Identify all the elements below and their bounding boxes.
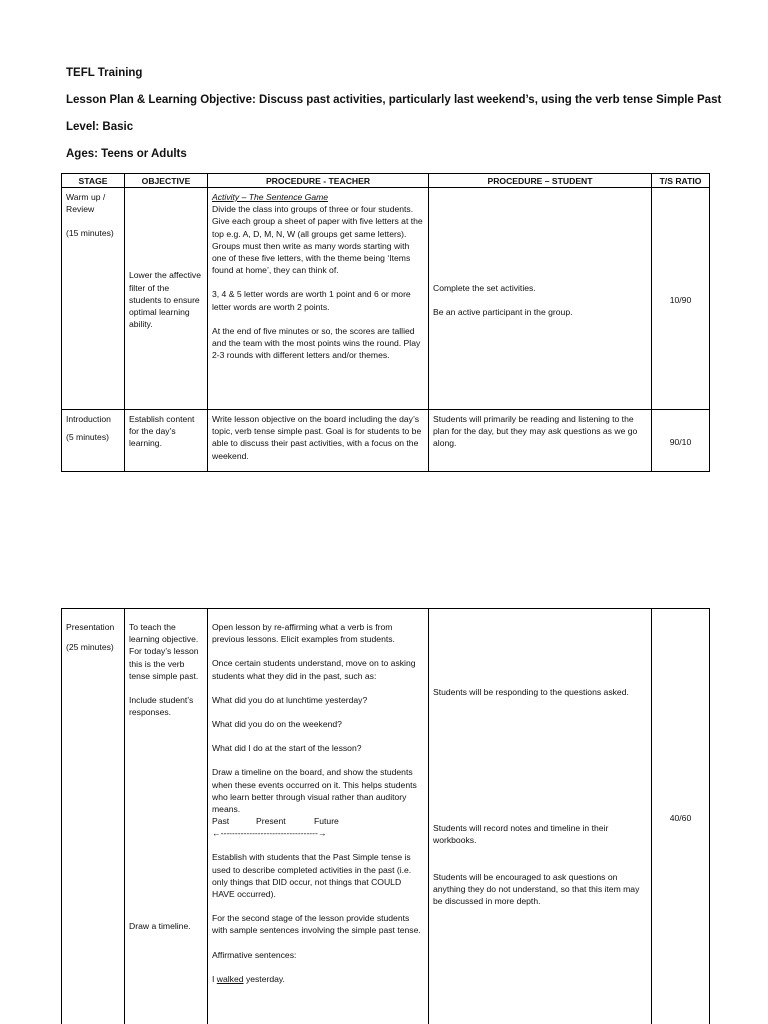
- teacher-question: What did you do at lunchtime yesterday?: [212, 694, 368, 705]
- objective-paragraph: Draw a timeline.: [129, 921, 191, 932]
- example-rest: yesterday.: [245, 973, 285, 984]
- table-row-introduction: [62, 410, 710, 472]
- example-verb: walked: [216, 973, 244, 984]
- ratio-cell: 10/90: [652, 188, 710, 410]
- timeline-past-label: Past: [212, 816, 230, 827]
- timeline-labels: [212, 815, 424, 827]
- column-header-objective: OBJECTIVE: [125, 174, 208, 188]
- stage-time: (25 minutes): [66, 642, 114, 653]
- student-paragraph: Students will be responding to the questions asked.: [433, 687, 629, 697]
- teacher-paragraph: Once certain students understand, move on to asking students what they did in the past, such as:: [212, 658, 416, 681]
- objective-paragraph: Include student’s responses.: [129, 695, 194, 718]
- teacher-paragraph: Establish with students that the Past Simple tense is used to describe completed activities in the past (i.e. only things that DID occur, not things that COULD HAVE occurred).: [212, 852, 412, 900]
- student-paragraph: Be an active participant in the group.: [433, 307, 573, 317]
- teacher-paragraph: Open lesson by re-affirming what a verb is from previous lessons. Elicit examples from students.: [212, 622, 395, 645]
- objective-paragraph: To teach the learning objective. For today’s lesson this is the verb tense simple past.: [129, 622, 199, 681]
- teacher-question: What did I do at the start of the lesson?: [212, 743, 362, 754]
- table-header-row: [62, 174, 710, 188]
- doc-title: TEFL Training: [66, 67, 143, 79]
- stage-cell: [62, 410, 125, 472]
- teacher-paragraph: 3, 4 & 5 letter words are worth 1 point and 6 or more letter words are worth 2 points.: [212, 289, 411, 312]
- timeline-future-label: Future: [314, 816, 339, 827]
- objective-cell: Establish content for the day’s learning.: [125, 410, 208, 472]
- column-header-stage: STAGE: [62, 174, 125, 188]
- teacher-procedure-cell: [208, 609, 429, 1024]
- activity-title: Activity – The Sentence Game: [212, 192, 329, 202]
- ratio-cell: 90/10: [652, 410, 710, 472]
- spacer: [433, 612, 647, 686]
- teacher-procedure-cell: [208, 188, 429, 410]
- student-procedure-cell: Students will primarily be reading and listening to the plan for the day, but they may ask questions as we go along.: [429, 410, 652, 472]
- lesson-plan-table: [61, 173, 710, 472]
- teacher-question: What did you do on the weekend?: [212, 719, 342, 730]
- timeline-present-label: Present: [256, 816, 286, 827]
- table-row-presentation: [62, 609, 710, 1024]
- student-paragraph: Students will be encouraged to ask questions on anything they do not understand, so that this item may be discussed in more depth.: [433, 871, 640, 907]
- teacher-paragraph: For the second stage of the lesson provide students with sample sentences involving the simple past tense.: [212, 913, 421, 936]
- column-header-student: PROCEDURE – STUDENT: [429, 174, 652, 188]
- spacer: [129, 730, 203, 920]
- example-sentence: [212, 973, 424, 985]
- teacher-paragraph: At the end of five minutes or so, the scores are tallied and the team with the most points wins the round. Play 2-3 rounds with different letters and/or themes.: [212, 325, 421, 361]
- teacher-paragraph: Affirmative sentences:: [212, 949, 297, 960]
- spacer: [433, 710, 647, 822]
- stage-cell: [62, 609, 125, 1024]
- column-header-ratio: T/S RATIO: [652, 174, 710, 188]
- column-header-teacher: PROCEDURE - TEACHER: [208, 174, 429, 188]
- spacer: [433, 859, 647, 871]
- level-heading: Level: Basic: [66, 121, 134, 133]
- student-paragraph: Complete the set activities.: [433, 282, 536, 293]
- stage-name: Presentation: [66, 622, 115, 632]
- ratio-cell: 40/60: [652, 609, 710, 1024]
- student-procedure-cell: [429, 609, 652, 1024]
- ages-heading: Ages: Teens or Adults: [66, 148, 187, 160]
- objective-cell: Lower the affective filter of the students to ensure optimal learning ability.: [125, 188, 208, 410]
- stage-time: (5 minutes): [66, 432, 109, 443]
- student-procedure-cell: [429, 188, 652, 410]
- student-paragraph: Students will record notes and timeline in their workbooks.: [433, 823, 609, 846]
- table-row-warmup: [62, 188, 710, 410]
- lesson-plan-table-continued: [61, 608, 710, 1024]
- stage-time: (15 minutes): [66, 228, 114, 239]
- teacher-paragraph: Divide the class into groups of three or four students. Give each group a sheet of paper with five letters at the top e.g. A, D, M, N, W (all groups get same letters). Groups must then write as many words starting with one of these five letters, with the theme being ‘Items found at home’, they can think of.: [212, 204, 423, 276]
- teacher-paragraph: Draw a timeline on the board, and show the students when these events occurred on it. This helps students who learn better through visual rather than auditory means.: [212, 767, 417, 815]
- teacher-procedure-cell: Write lesson objective on the board including the day’s topic, verb tense simple past. Goal is for students to be able to discuss their past activities, with a focus on the weekend.: [208, 410, 429, 472]
- stage-name: Introduction: [66, 414, 111, 424]
- stage-name: Warm up / Review: [66, 192, 106, 215]
- timeline-arrow: ←----------------------------------→: [212, 828, 327, 839]
- stage-cell: [62, 188, 125, 410]
- example-subject: I: [212, 973, 215, 984]
- lesson-objective-heading: Lesson Plan & Learning Objective: Discuss past activities, particularly last weekend’s, using the verb tense Simple Past: [66, 94, 722, 106]
- objective-cell: [125, 609, 208, 1024]
